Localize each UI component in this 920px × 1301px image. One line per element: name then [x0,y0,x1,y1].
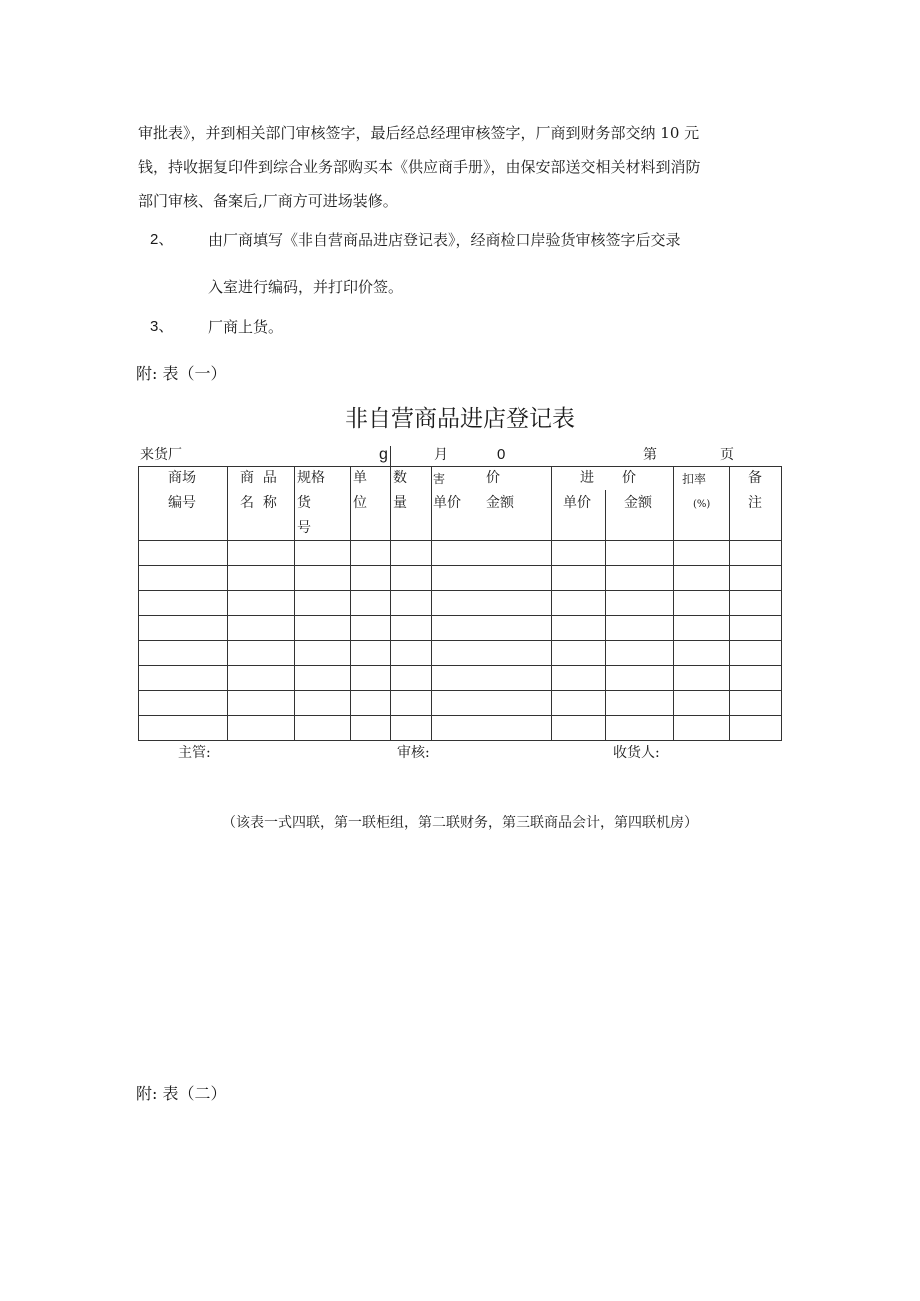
receiver-signature-label: 收货人: [613,745,660,761]
col-code-line-2: 编号 [168,495,196,511]
col-qty-line-1: 数 [393,470,407,486]
col-sale-amount: 金额 [486,495,514,511]
col-cost-unit-price: 单价 [563,495,591,511]
col-sale-unit-price: 单价 [433,495,461,511]
col-sale-price-char-1: 害 [433,472,446,486]
month-label: 月 [434,447,448,463]
col-unit-line-2: 位 [353,495,367,511]
col-spec-line-1: 规格 [297,470,325,486]
paragraph-line-2: 钱，持收据复印件到综合业务部购买本《供应商手册》，由保安部送交相关材料到消防 [138,158,701,176]
form-title: 非自营商品进店登记表 [345,406,575,432]
manager-signature-label: 主管: [178,745,211,761]
supplier-label: 来货厂 [140,447,182,463]
page-label-suffix: 页 [720,447,734,463]
col-qty-line-2: 量 [393,495,407,511]
mark-zero: 0 [497,446,506,463]
col-name-line-1: 商 品 [240,470,277,486]
appendix-1-heading: 附: 表（一） [136,364,227,383]
step-2-number: 2、 [150,231,174,248]
col-remark-line-2: 注 [748,495,762,511]
step-2-text: 由厂商填写《非自营商品进店登记表》，经商检口岸验货审核签字后交录 [208,231,681,249]
col-spec-line-3: 号 [297,520,311,536]
col-cost-price-char-2: 价 [622,470,636,486]
step-2-continuation: 入室进行编码，并打印价签。 [208,278,404,296]
col-spec-line-2: 货 [297,495,311,511]
col-discount-line-1: 扣率 [682,472,707,486]
auditor-signature-label: 审核: [397,745,430,761]
col-sale-price-char-2: 价 [486,470,500,486]
page-label-prefix: 第 [643,447,657,463]
form-copies-note: （该表一式四联，第一联柜组，第二联财务，第三联商品会计，第四联机房） [222,815,698,831]
col-unit-line-1: 单 [353,470,367,486]
appendix-2-heading: 附: 表（二） [136,1084,227,1103]
col-discount-line-2: (%) [693,499,711,510]
paragraph-line-1: 审批表》，并到相关部门审核签字，最后经总经理审核签字，厂商到财务部交纳 10 元 [138,124,700,142]
step-3-text: 厂商上货。 [208,318,284,336]
col-name-line-2: 名 称 [240,495,277,511]
paragraph-line-3: 部门审核、备案后,厂商方可进场装修。 [138,192,398,210]
step-3-number: 3、 [150,318,174,335]
col-cost-price-char-1: 进 [580,470,594,486]
col-code-line-1: 商场 [168,470,196,486]
mark-g: g [379,446,388,463]
col-cost-amount: 金额 [624,495,652,511]
col-remark-line-1: 备 [748,470,762,486]
